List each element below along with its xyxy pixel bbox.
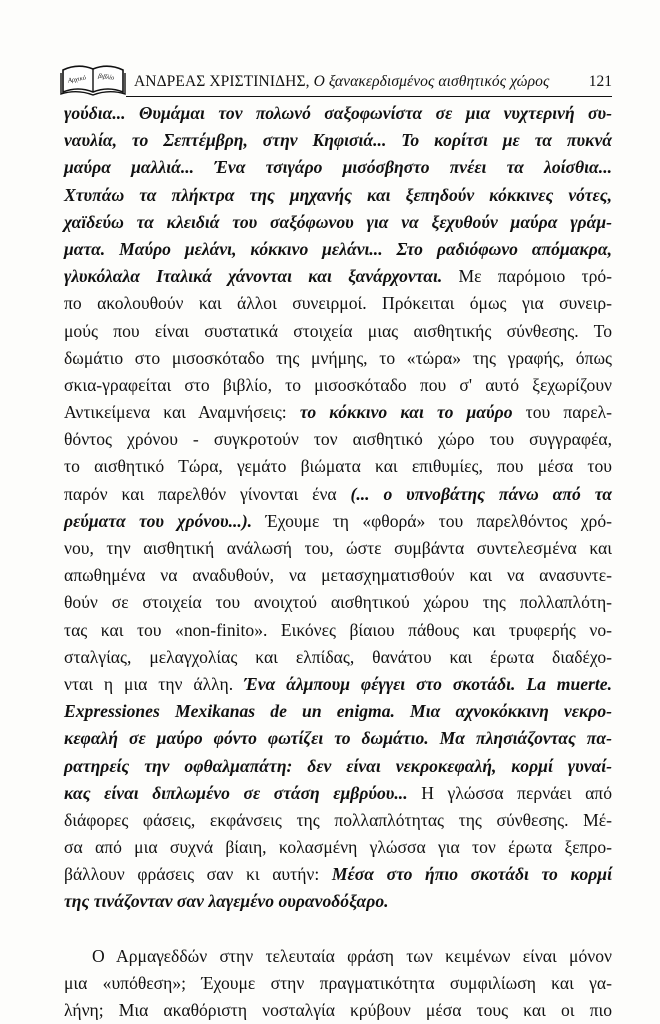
emphasized-text: της τινάζονταν σαν λαγεμένο ουρανοδόξαρο. (64, 891, 389, 912)
page-header (60, 60, 612, 100)
paragraph-gap (64, 916, 612, 943)
text-line (64, 399, 612, 426)
text-run: πο ακολουθούν και άλλοι συνειρμοί. Πρόκειται όμως για συνειρ- (64, 293, 612, 314)
text-run: σκια-γραφείται στο βιβλίο, το μισοσκόταδο που σ' αυτό ξεχωρίζουν (64, 374, 612, 395)
author-name: ΑΝΔΡΕΑΣ ΧΡΙΣΤΙΝΙΔΗΣ, (134, 73, 310, 90)
text-run: σα από μια συχνά βίαιη, κολασμένη γλώσσα για τον έρωτα ξεπρο- (64, 837, 612, 858)
header-rule (126, 96, 612, 97)
text-run: νου, την αισθητική ανάλωσή του, ώστε συμβάντα συντελεσμένα και (64, 538, 612, 558)
text-run: βάλλουν φράσεις σαν κι αυτήν: (64, 864, 332, 885)
text-line (64, 290, 612, 317)
emphasized-text: μαύρα μαλλιά... Ένα τσιγάρο μισόσβηστο πνέει τα λοίσθια... (64, 157, 612, 178)
body-text (64, 100, 612, 1024)
emphasized-text: Χτυπάω τα πλήκτρα της μηχανής και ξεπηδούν κόκκινες νότες, (64, 184, 612, 205)
text-line (64, 453, 612, 480)
text-run: του παρελ- (512, 402, 612, 423)
text-run: θούν σε στοιχεία του ανοιχτού αισθητικού χώρου της πολλαπλότη- (64, 592, 612, 613)
emphasized-text: κας είναι διπλωμένο σε στάση εμβρύου... (64, 782, 408, 803)
emphasized-text: γούδια... Θυμάμαι τον πολωνό σαξοφωνίστα σε μια νυχτερινή συ- (64, 103, 612, 123)
text-line (64, 562, 612, 589)
text-line (64, 834, 612, 861)
text-line (64, 100, 612, 127)
text-line (64, 154, 612, 181)
open-book-logo (60, 60, 126, 96)
emphasized-text: Μέσα στο ήπιο σκοτάδι το κορμί (331, 864, 612, 885)
page-number: 121 (588, 73, 612, 90)
text-run: Με παρόμοιο τρό- (442, 266, 612, 287)
text-line (64, 345, 612, 372)
text-line (64, 644, 612, 671)
paragraph-1 (64, 100, 612, 916)
text-line (64, 426, 612, 453)
text-line (64, 535, 612, 562)
logo-text-left: Αρχικό (67, 74, 87, 85)
text-run: παρόν και παρελθόν γίνονται ένα (64, 483, 351, 504)
text-run: απωθημένα να αναδυθούν, να μετασχηματισθούν και να ανασυντε- (64, 565, 612, 586)
text-line (64, 589, 612, 616)
text-run: Έχουμε τη «φθορά» του παρελθόντος χρό- (252, 510, 612, 531)
text-line (64, 263, 612, 290)
text-line: λήνη; Μια ακαθόριστη νοσταλγία κρύβουν μέσα τους και οι πιο (64, 1000, 612, 1020)
text-run: Αντικείμενα και Αναμνήσεις: (64, 402, 300, 423)
text-line (64, 698, 612, 725)
text-line (64, 372, 612, 399)
text-run: το αισθητικό Τώρα, γεμάτο βιώματα και επιθυμίες, που μέσα του (64, 456, 612, 477)
text-run: δωμάτιο στο μισοσκόταδο της μνήμης, το «τώρα» της γραφής, όπως (64, 347, 612, 368)
text-line (64, 725, 612, 752)
book-subtitle: Ο ξανακερδισμένος αισθητικός χώρος (313, 73, 550, 90)
text-line: Ο Αρμαγεδδών στην τελευταία φράση των κειμένων είναι μόνον (92, 945, 612, 966)
running-head (134, 73, 549, 91)
emphasized-text: (... ο υπνοβάτης πάνω από τα (350, 483, 612, 504)
emphasized-text: Ένα άλμπουμ φέγγει στο σκοτάδι. La muerte. (244, 673, 612, 694)
text-line (64, 671, 612, 698)
text-line: μια «υπόθεση»; Έχουμε στην πραγματικότητα συμφιλίωση και γα- (64, 972, 612, 993)
emphasized-text: ματα. Μαύρο μελάνι, κόκκινο μελάνι... Στο ραδιόφωνο απόμακρα, (64, 238, 612, 259)
text-run: μούς που είναι συστατικά στοιχεία μιας αισθητικής σύνθεσης. Το (64, 320, 612, 341)
emphasized-text: Expressiones Mexikanas de un enigma. Μια αχνοκόκκινη νεκρο- (64, 701, 612, 722)
emphasized-text: ρεύματα του χρόνου...). (64, 510, 253, 531)
text-line (64, 861, 612, 888)
text-line (64, 236, 612, 263)
text-line (64, 888, 612, 915)
text-line (64, 209, 612, 236)
text-run: νται η μια την άλλη. (64, 673, 245, 694)
text-line (64, 508, 612, 535)
text-run: σταλγίας, μελαγχολίας και ελπίδας, θανάτου και έρωτα διαδέχο- (64, 646, 612, 667)
logo-text-right: βιβλίο (97, 72, 115, 82)
text-line (64, 481, 612, 508)
text-run: Η γλώσσα περνάει από (407, 782, 612, 803)
text-line (64, 753, 612, 780)
emphasized-text: ναυλία, το Σεπτέμβρη, στην Κηφισιά... Το κορίτσι με τα πυκνά (64, 130, 612, 151)
emphasized-text: κεφαλή σε μαύρο φόντο φωτίζει το δωμάτιο. Μα πλησιάζοντας πα- (64, 728, 612, 749)
text-line (64, 617, 612, 644)
text-line (64, 318, 612, 345)
text-line (64, 780, 612, 807)
text-run: θόντος χρόνου - συγκροτούν τον αισθητικό χώρο του συγγραφέα, (64, 429, 612, 450)
text-line (64, 182, 612, 209)
emphasized-text: το κόκκινο και το μαύρο (299, 402, 513, 423)
paragraph-2 (64, 943, 612, 1024)
emphasized-text: ρατηρείς την οφθαλμαπάτη: δεν είναι νεκροκεφαλή, κορμί γυναί- (64, 755, 612, 776)
emphasized-text: χαϊδεύω τα κλειδιά του σαξόφωνου για να ξεχυθούν μαύρα γράμ- (64, 211, 612, 232)
emphasized-text: γλυκόλαλα Ιταλικά χάνονται και ξανάρχονται. (64, 266, 443, 287)
text-run: διάφορες φάσεις, εκφάνσεις της πολλαπλότητας της σύνθεσης. Μέ- (64, 809, 612, 830)
text-run: τας και του «non-finito». Εικόνες βίαιου πάθους και τρυφερής νο- (64, 619, 612, 640)
text-line (64, 127, 612, 154)
text-line (64, 807, 612, 834)
